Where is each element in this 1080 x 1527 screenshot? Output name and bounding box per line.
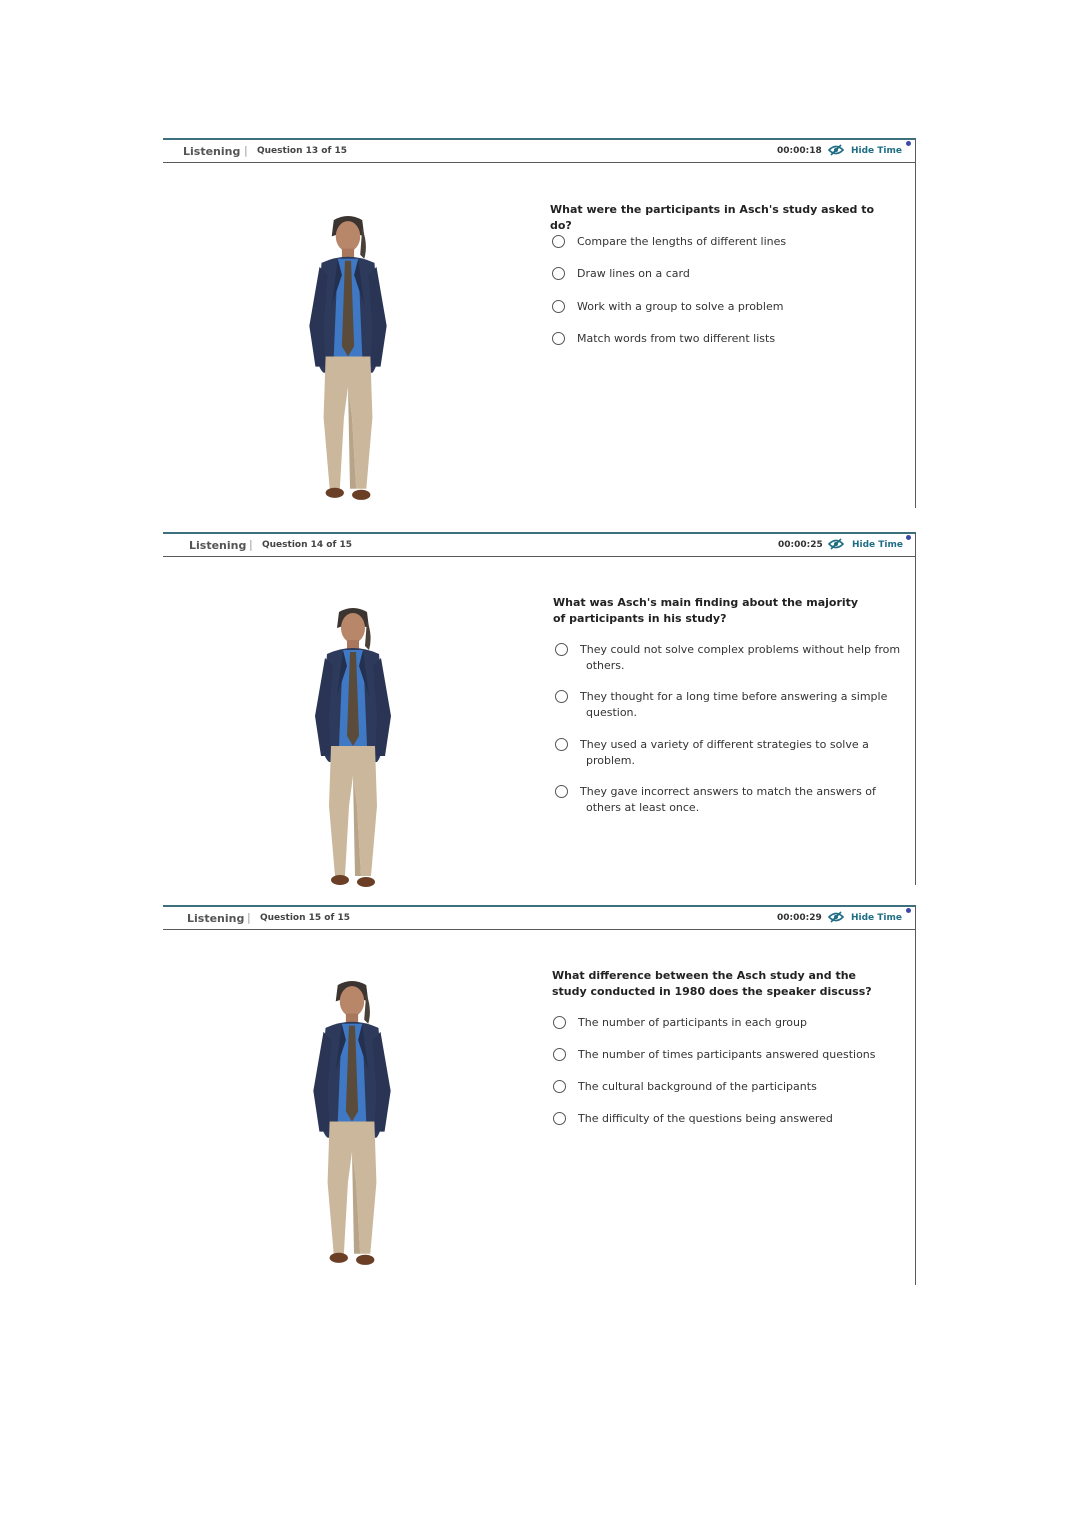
radio-circle-icon[interactable]: [555, 738, 568, 751]
radio-circle-icon[interactable]: [552, 235, 565, 248]
eye-slash-icon[interactable]: [828, 538, 844, 550]
question-panel-13: [163, 138, 916, 508]
notification-dot: [906, 141, 911, 146]
answer-option-4[interactable]: [552, 331, 892, 349]
top-bar: [163, 140, 915, 163]
answer-option-3[interactable]: [552, 299, 892, 317]
radio-circle-icon[interactable]: [553, 1016, 566, 1029]
question-counter: Question 15 of 15: [260, 913, 351, 923]
answer-option-2[interactable]: [552, 266, 892, 284]
answer-option-4[interactable]: [555, 784, 900, 818]
radio-circle-icon[interactable]: [552, 332, 565, 345]
question-panel-14: [163, 532, 916, 885]
question-text: What were the participants in Asch's study asked to do?: [550, 203, 875, 232]
radio-circle-icon[interactable]: [553, 1048, 566, 1061]
notification-dot: [906, 535, 911, 540]
option-label: The number of times participants answered questions: [578, 1048, 876, 1061]
radio-circle-icon[interactable]: [553, 1112, 566, 1125]
question-counter: Question 14 of 15: [262, 540, 353, 550]
section-label: Listening: [187, 912, 245, 925]
radio-circle-icon[interactable]: [553, 1080, 566, 1093]
section-label: Listening: [189, 539, 247, 552]
radio-circle-icon[interactable]: [552, 267, 565, 280]
option-label: Match words from two different lists: [577, 332, 776, 345]
answer-option-4[interactable]: [553, 1111, 898, 1129]
answer-option-3[interactable]: [555, 737, 900, 771]
speaker-image: [297, 979, 407, 1269]
question-text: What was Asch's main finding about the majority of participants in his study?: [553, 596, 859, 625]
speaker-image: [293, 214, 403, 504]
option-label: They gave incorrect answers to match the answers of others at least once.: [580, 785, 876, 814]
section-label: Listening: [183, 145, 241, 158]
question-text: What difference between the Asch study and the study conducted in 1980 does the speaker discuss?: [552, 969, 872, 998]
hide-time-button[interactable]: Hide Time: [851, 913, 903, 923]
radio-circle-icon[interactable]: [555, 643, 568, 656]
separator: |: [247, 911, 251, 924]
option-label: They could not solve complex problems without help from others.: [580, 643, 901, 672]
answer-option-1[interactable]: [552, 234, 892, 252]
answer-option-2[interactable]: [553, 1047, 898, 1065]
speaker-image: [298, 606, 408, 891]
option-label: They thought for a long time before answering a simple question.: [580, 690, 888, 719]
timer: 00:00:29: [777, 913, 822, 923]
option-label: The difficulty of the questions being answered: [578, 1112, 833, 1125]
hide-time-button[interactable]: Hide Time: [852, 540, 904, 550]
eye-slash-icon[interactable]: [828, 911, 844, 923]
option-label: They used a variety of different strategies to solve a problem.: [580, 738, 869, 767]
eye-slash-icon[interactable]: [828, 144, 844, 156]
question-panel-15: [163, 905, 916, 1285]
notification-dot: [906, 908, 911, 913]
option-label: Compare the lengths of different lines: [577, 235, 787, 248]
top-bar: [163, 907, 915, 930]
option-label: Draw lines on a card: [577, 267, 690, 280]
answer-option-2[interactable]: [555, 689, 900, 723]
top-bar: [163, 534, 915, 557]
radio-circle-icon[interactable]: [552, 300, 565, 313]
answer-option-3[interactable]: [553, 1079, 898, 1097]
timer: 00:00:25: [778, 540, 823, 550]
radio-circle-icon[interactable]: [555, 690, 568, 703]
answer-option-1[interactable]: [555, 642, 900, 676]
question-counter: Question 13 of 15: [257, 146, 348, 156]
option-label: The cultural background of the participants: [578, 1080, 817, 1093]
timer: 00:00:18: [777, 146, 822, 156]
option-label: The number of participants in each group: [578, 1016, 807, 1029]
radio-circle-icon[interactable]: [555, 785, 568, 798]
hide-time-button[interactable]: Hide Time: [851, 146, 903, 156]
answer-option-1[interactable]: [553, 1015, 898, 1033]
option-label: Work with a group to solve a problem: [577, 300, 784, 313]
separator: |: [244, 144, 248, 157]
separator: |: [249, 538, 253, 551]
